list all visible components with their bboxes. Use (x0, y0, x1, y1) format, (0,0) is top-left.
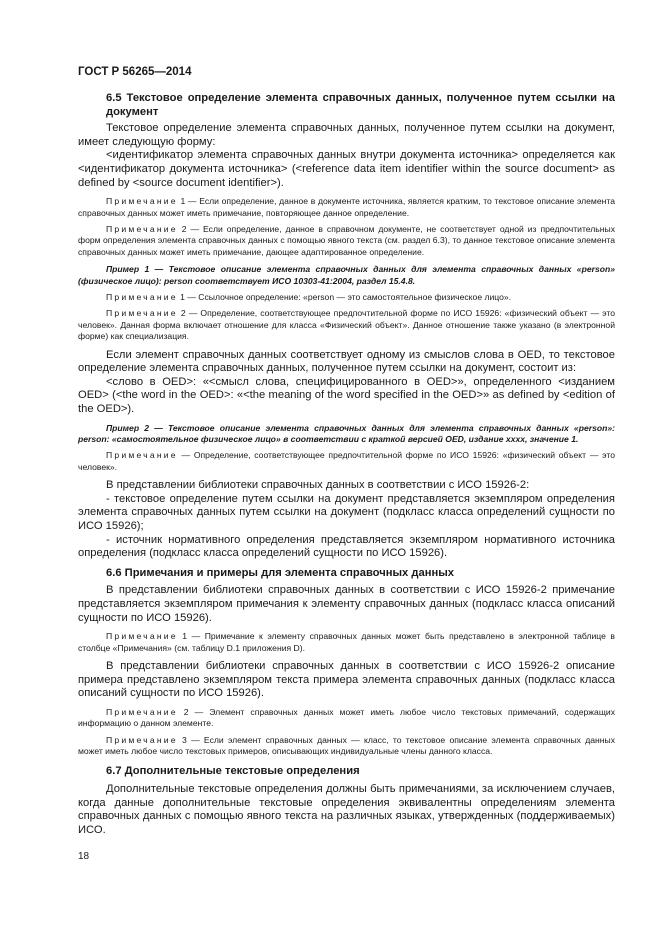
note (78, 308, 615, 342)
document-header: ГОСТ Р 56265—2014 (78, 66, 192, 78)
paragraph: <идентификатор элемента справочных данных внутри документа источника> определяется как <идентификатор документа источника> (<reference data item identifier within the source document> as defined by <source document identifier>). (78, 149, 615, 189)
note-text: 1 — Ссылочное определение: «person — это самостоятельное физическое лицо». (177, 292, 512, 302)
note-label: Примечание (106, 706, 178, 717)
page-number: 18 (78, 851, 90, 862)
note-label: Примечание (106, 292, 178, 302)
note (78, 707, 615, 730)
note (78, 450, 615, 473)
note-text: 1 — Примечание к элементу справочных данных может быть представлено в электронной таблице в столбце «Примечания» (см. таблицу D.1 приложения D). (78, 631, 615, 653)
note-text: — Определение, соответствующее предпочтительной форме по ИСО 15926: «физический объект — это человек». (78, 450, 615, 472)
note-text: 2 — Элемент справочных данных может иметь любое число текстовых примечаний, содержащих информацию о данном элементе. (78, 706, 615, 729)
paragraph: <слово в OED>: «<смысл слова, специфицированного в OED>», определенного <изданием OED> (<the word in the OED>: «<the meaning of the word specified in the OED>» as defined by <edition of the OED>). (78, 375, 615, 415)
note-label: Примечание (106, 223, 178, 234)
note (78, 735, 615, 758)
note (78, 292, 615, 303)
paragraph: Текстовое определение элемента справочных данных, полученное путем ссылки на документ, имеет следующую форму: (78, 122, 615, 148)
note-label: Примечание (106, 734, 178, 745)
section-6-7-heading: 6.7 Дополнительные текстовые определения (106, 765, 360, 778)
list-item: - текстовое определение путем ссылки на документ представляется экземпляром определения элемента справочных данных путем ссылки на документ (подкласс класса определений сущности по ИСО 15926); (78, 492, 615, 532)
note-text: 2 — Определение, соответствующее предпочтительной форме по ИСО 15926: «физический объект — это человек». Данная форма включает отношение для класса «Физический объект». Данное отношение также указано (в электронной форме) как специализация. (78, 308, 615, 342)
section-6-6-heading: 6.6 Примечания и примеры для элемента справочных данных (106, 566, 454, 579)
note-text: 2 — Если определение, данное в справочном документе, не соответствует одной из предпочтительных форм определения элемента справочных данных с помощью явного текста (см. раздел 6.3), то данное текстовое описание элемента справочных данных может иметь примечание, дающее адаптированное определение. (78, 223, 615, 257)
paragraph: В представлении библиотеки справочных данных в соответствии с ИСО 15926-2 описание примера представлено экземпляром текста примера элемента справочных данных (подкласс класса описаний сущности по ИСО 15926). (78, 659, 615, 700)
note-label: Примечание (106, 450, 178, 461)
note-text: 3 — Если элемент справочных данных — класс, то текстовое описание элемента справочных данных может иметь любое число текстовых примеров, описывающих индивидуальные члены данного класса. (78, 734, 615, 756)
note-label: Примечание (106, 196, 178, 207)
page-content (78, 92, 615, 837)
note-label: Примечание (106, 631, 178, 642)
note-text: 1 — Если определение, данное в документе источника, является кратким, то текстовое описание элемента справочных данных может иметь примечание, повторяющее данное определение. (78, 196, 615, 218)
note (78, 631, 615, 654)
example: Пример 2 — Текстовое описание элемента справочных данных для элемента справочных данных «person»: person: «самостоятельное физическое лицо» в соответствии с краткой версией OED, издание хххх, значение 1. (78, 422, 615, 444)
paragraph: Дополнительные текстовые определения должны быть примечаниями, за исключением случаев, когда данные дополнительные текстовые определения эквивалентны определениям элемента справочных данных с помощью явного текста на различных языках, утвержденных (поддерживаемых) ИСО. (78, 782, 615, 836)
section-6-5-heading: 6.5 Текстовое определение элемента справочных данных, полученное путем ссылки на документ (106, 92, 615, 118)
note-label: Примечание (106, 308, 178, 319)
example: Пример 1 — Текстовое описание элемента справочных данных для элемента справочных данных «person» (физическое лицо): person соответствует ИСО 10303-41:2004, раздел 15.4.8. (78, 264, 615, 286)
note (78, 224, 615, 258)
paragraph: В представлении библиотеки справочных данных в соответствии с ИСО 15926-2: (106, 479, 530, 492)
note (78, 196, 615, 219)
paragraph: В представлении библиотеки справочных данных в соответствии с ИСО 15926-2 примечание представляется экземпляром примечания к элементу справочных данных (подкласс класса описаний сущности по ИСО 15926). (78, 584, 615, 624)
list-item: - источник нормативного определения представляется экземпляром нормативного источника определения (подкласс класса определений сущности по ИСО 15926). (78, 533, 615, 560)
paragraph: Если элемент справочных данных соответствует одному из смыслов слова в OED, то текстовое определение элемента справочных данных, полученное путем ссылки на документ, состоит из: (78, 348, 615, 375)
